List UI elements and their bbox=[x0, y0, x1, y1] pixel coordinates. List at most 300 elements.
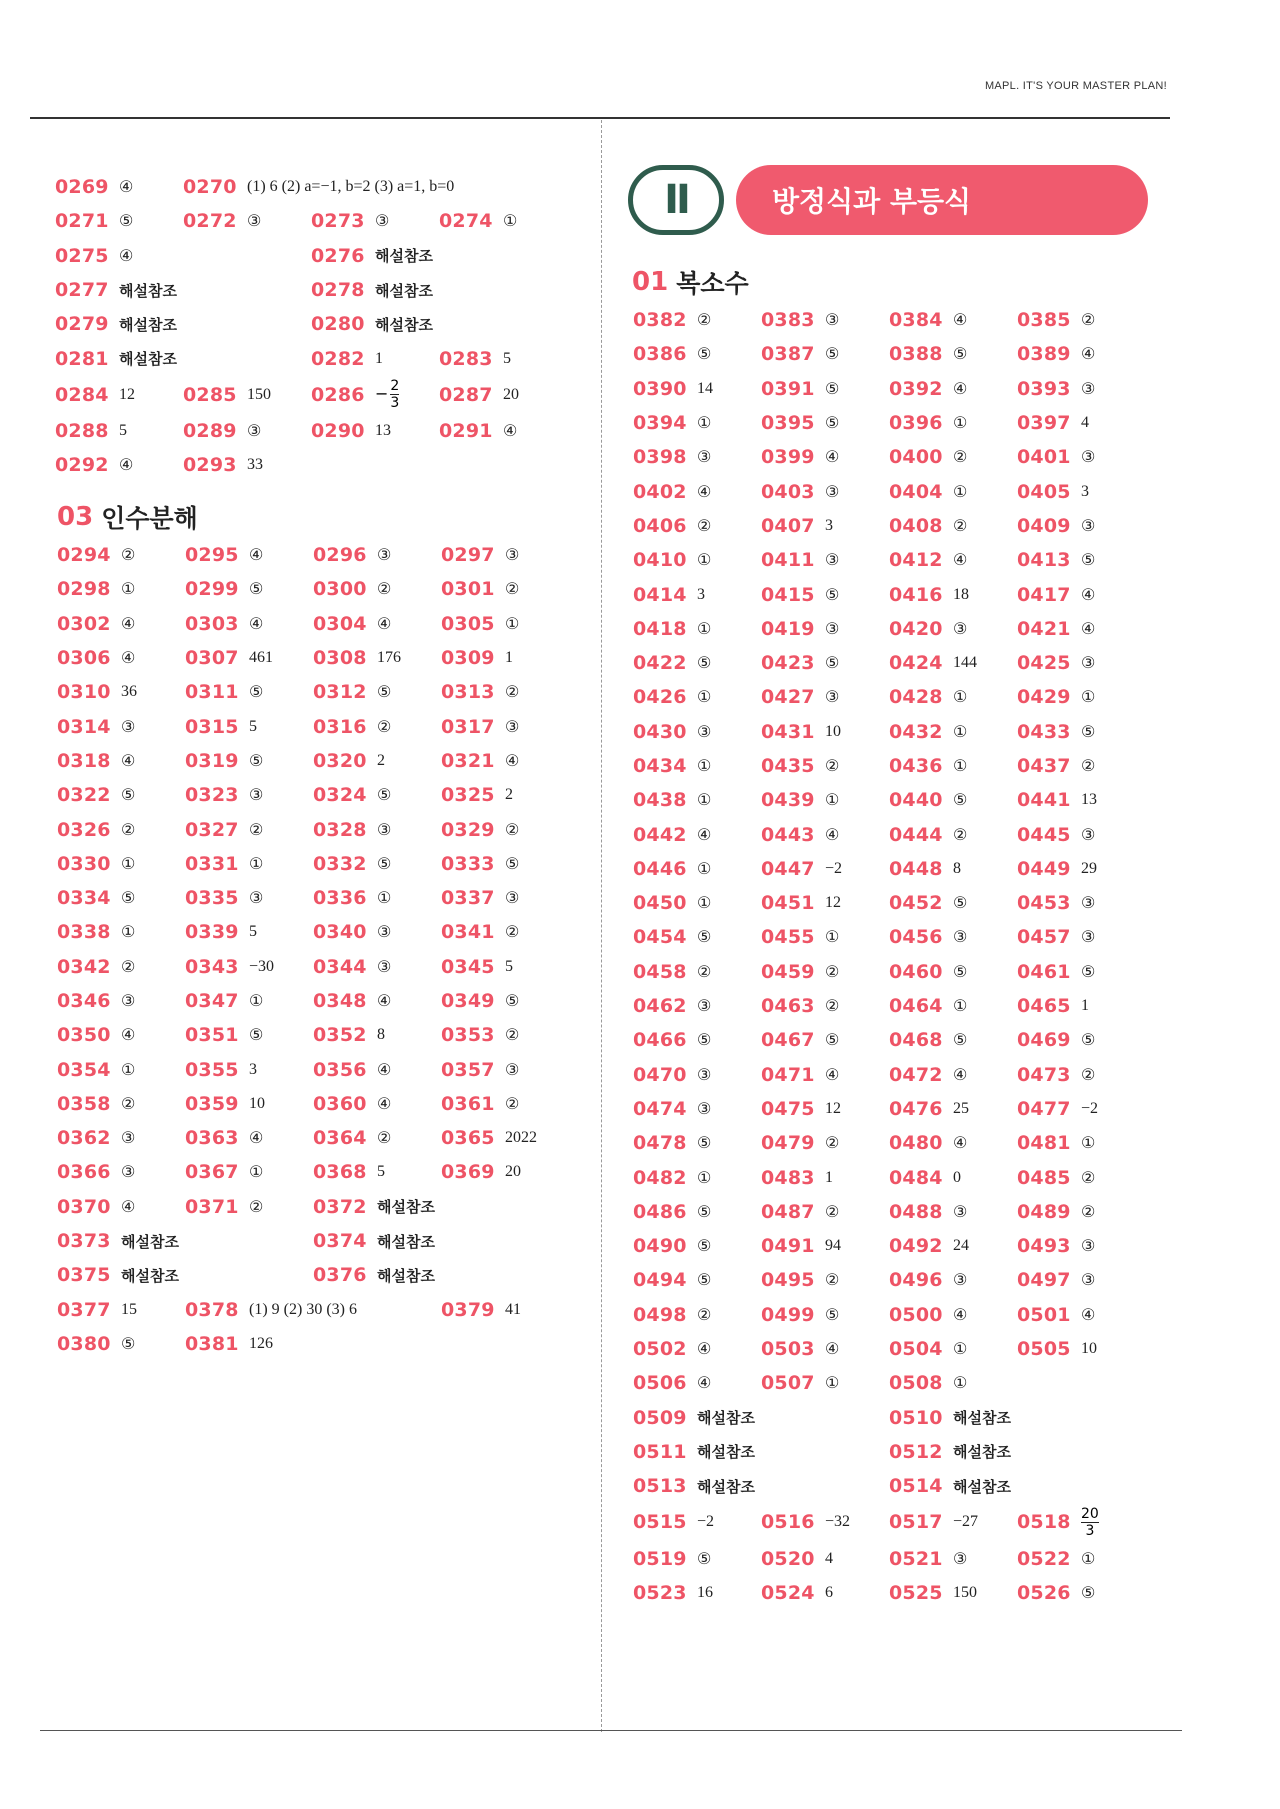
problem-number: 0357 bbox=[441, 1058, 495, 1081]
problem-number: 0458 bbox=[633, 960, 687, 983]
answer-value: ① bbox=[503, 213, 518, 231]
answer-row bbox=[633, 1435, 1153, 1469]
answer-item bbox=[889, 406, 967, 440]
answer-item bbox=[761, 372, 839, 406]
problem-number: 0453 bbox=[1017, 892, 1071, 915]
answer-row bbox=[633, 1263, 1153, 1297]
answer-item bbox=[889, 852, 961, 886]
answer-item bbox=[889, 1503, 978, 1541]
answer-item bbox=[313, 778, 391, 812]
problem-number: 0511 bbox=[633, 1440, 687, 1463]
answer-item bbox=[889, 1160, 961, 1194]
problem-number: 0298 bbox=[57, 578, 111, 601]
problem-number: 0467 bbox=[761, 1029, 815, 1052]
problem-number: 0351 bbox=[185, 1024, 239, 1047]
answer-value: ⑤ bbox=[697, 1203, 712, 1221]
answer-item bbox=[633, 783, 711, 817]
problem-number: 0309 bbox=[441, 647, 495, 670]
answer-item bbox=[441, 675, 519, 709]
problem-number: 0288 bbox=[55, 419, 109, 442]
answer-value: 144 bbox=[953, 654, 977, 672]
answer-value: ③ bbox=[249, 890, 264, 908]
answer-item bbox=[313, 1121, 391, 1155]
answer-value: 4 bbox=[1081, 414, 1089, 432]
answer-item bbox=[633, 1058, 711, 1092]
answer-value: 150 bbox=[953, 1583, 977, 1601]
problem-number: 0384 bbox=[889, 309, 943, 332]
answer-value: ① bbox=[953, 758, 968, 775]
answer-value: ③ bbox=[697, 1066, 712, 1084]
answer-value: ① bbox=[697, 792, 712, 810]
answer-item bbox=[185, 1327, 273, 1361]
answer-item bbox=[761, 303, 839, 337]
answer-value: 해설참조 bbox=[119, 315, 177, 334]
answer-item bbox=[311, 341, 383, 375]
answer-value: ⑤ bbox=[119, 213, 134, 231]
answer-row bbox=[633, 1576, 1153, 1610]
problem-number: 0512 bbox=[889, 1440, 943, 1463]
answer-value: ① bbox=[697, 552, 712, 570]
answer-value: 2 bbox=[377, 751, 385, 769]
answer-item bbox=[185, 778, 263, 812]
answer-value: ② bbox=[825, 1135, 840, 1153]
answer-item bbox=[761, 543, 839, 577]
answer-value: ④ bbox=[953, 1066, 968, 1084]
problem-number: 0484 bbox=[889, 1166, 943, 1189]
answer-item bbox=[185, 607, 263, 641]
answer-value: ③ bbox=[121, 1164, 136, 1182]
answer-value: ⑤ bbox=[953, 792, 968, 810]
answer-row bbox=[57, 1327, 577, 1361]
problem-number: 0305 bbox=[441, 612, 495, 635]
answer-row bbox=[633, 1023, 1153, 1057]
answer-row bbox=[633, 474, 1153, 508]
problem-number: 0369 bbox=[441, 1161, 495, 1184]
problem-number: 0312 bbox=[313, 681, 367, 704]
problem-number: 0287 bbox=[439, 383, 493, 406]
problem-number: 0353 bbox=[441, 1024, 495, 1047]
answer-value: 5 bbox=[377, 1163, 385, 1181]
answer-value: ③ bbox=[505, 718, 520, 736]
problem-number: 0332 bbox=[313, 852, 367, 875]
answer-value: ⑤ bbox=[953, 895, 968, 913]
answer-item bbox=[889, 680, 967, 714]
problem-number: 0285 bbox=[183, 383, 237, 406]
problem-number: 0391 bbox=[761, 377, 815, 400]
answer-item bbox=[55, 170, 133, 204]
answer-value: ① bbox=[249, 993, 264, 1010]
problem-number: 0310 bbox=[57, 681, 111, 704]
answer-value: 13 bbox=[375, 421, 391, 439]
answer-item bbox=[889, 920, 967, 954]
answer-item bbox=[633, 1366, 711, 1400]
answer-item bbox=[185, 847, 263, 881]
answer-row bbox=[57, 847, 577, 881]
problem-number: 0377 bbox=[57, 1298, 111, 1321]
problem-number: 0504 bbox=[889, 1338, 943, 1361]
answer-row bbox=[57, 1190, 577, 1224]
answer-item bbox=[1017, 1263, 1095, 1297]
answer-value: ① bbox=[953, 1341, 968, 1359]
problem-number: 0401 bbox=[1017, 446, 1071, 469]
answer-value: 8 bbox=[377, 1026, 385, 1044]
answer-value: 1 bbox=[1081, 997, 1089, 1015]
problem-number: 0273 bbox=[311, 210, 365, 233]
answer-item bbox=[439, 204, 517, 238]
answer-value: ④ bbox=[697, 826, 712, 844]
answer-item bbox=[57, 881, 135, 915]
answer-item bbox=[633, 474, 711, 508]
answer-item bbox=[761, 1298, 839, 1332]
answer-item bbox=[889, 1263, 967, 1297]
answer-item bbox=[57, 538, 135, 572]
answer-value: ③ bbox=[697, 1100, 712, 1118]
problem-number: 0292 bbox=[55, 454, 109, 477]
problem-number: 0286 bbox=[311, 383, 365, 406]
answer-value: ② bbox=[505, 924, 520, 942]
problem-number: 0465 bbox=[1017, 995, 1071, 1018]
problem-number: 0460 bbox=[889, 960, 943, 983]
answer-value: −27 bbox=[953, 1513, 979, 1531]
answer-row bbox=[633, 1160, 1153, 1194]
answer-value: ⑤ bbox=[249, 581, 264, 599]
answer-value: ⑤ bbox=[505, 993, 520, 1010]
answer-row bbox=[633, 440, 1153, 474]
answer-item bbox=[761, 1503, 850, 1541]
answer-value: ② bbox=[697, 312, 712, 330]
answer-item bbox=[1017, 1058, 1095, 1092]
answer-value: ③ bbox=[953, 1203, 968, 1221]
answer-row bbox=[633, 1126, 1153, 1160]
answer-row bbox=[633, 1092, 1153, 1126]
answer-item bbox=[761, 1092, 841, 1126]
answer-item bbox=[633, 372, 713, 406]
answer-value: ④ bbox=[121, 650, 136, 668]
answer-item bbox=[889, 1366, 967, 1400]
answer-item bbox=[1017, 817, 1095, 851]
problem-number: 0430 bbox=[633, 720, 687, 743]
answer-value: ② bbox=[953, 826, 968, 844]
answer-value: 3 bbox=[825, 516, 833, 534]
problem-number: 0341 bbox=[441, 921, 495, 944]
answer-item bbox=[185, 709, 257, 743]
answer-value: ③ bbox=[1081, 1272, 1096, 1290]
problem-number: 0344 bbox=[313, 955, 367, 978]
problem-number: 0350 bbox=[57, 1024, 111, 1047]
answer-item bbox=[185, 1018, 263, 1052]
answer-value: ⑤ bbox=[953, 1032, 968, 1050]
problem-number: 0326 bbox=[57, 818, 111, 841]
answer-value: 3 bbox=[249, 1060, 257, 1078]
problem-number: 0411 bbox=[761, 549, 815, 572]
answer-value: ④ bbox=[825, 826, 840, 844]
problem-number: 0379 bbox=[441, 1298, 495, 1321]
answer-item bbox=[889, 886, 967, 920]
answer-value: ② bbox=[1081, 312, 1096, 330]
answer-item bbox=[57, 1018, 135, 1052]
answer-item bbox=[185, 572, 263, 606]
answer-value: ④ bbox=[953, 380, 968, 398]
answer-value: ⑤ bbox=[697, 1135, 712, 1153]
answer-value: ⑤ bbox=[1081, 723, 1096, 741]
answer-item bbox=[55, 273, 177, 307]
answer-item bbox=[313, 641, 401, 675]
answer-item bbox=[57, 675, 137, 709]
problem-number: 0499 bbox=[761, 1303, 815, 1326]
problem-number: 0488 bbox=[889, 1200, 943, 1223]
problem-number: 0502 bbox=[633, 1338, 687, 1361]
answer-item bbox=[889, 749, 967, 783]
answer-value: 20 bbox=[503, 385, 519, 403]
problem-number: 0526 bbox=[1017, 1581, 1071, 1604]
answer-value: ① bbox=[697, 895, 712, 913]
problem-number: 0335 bbox=[185, 887, 239, 910]
answer-value: ③ bbox=[375, 213, 390, 231]
answer-value: ⑤ bbox=[1081, 552, 1096, 570]
answer-item bbox=[57, 984, 135, 1018]
answer-value: ④ bbox=[1081, 586, 1096, 604]
answer-value: 5 bbox=[503, 349, 511, 367]
problem-number: 0317 bbox=[441, 715, 495, 738]
answer-item bbox=[55, 414, 127, 448]
answer-value: ① bbox=[953, 483, 968, 501]
answer-item bbox=[57, 1087, 135, 1121]
answer-item bbox=[57, 950, 135, 984]
answer-value: ③ bbox=[697, 449, 712, 467]
problem-number: 0315 bbox=[185, 715, 239, 738]
answer-value: 3 bbox=[1081, 482, 1089, 500]
answer-row bbox=[57, 572, 577, 606]
problem-number: 0476 bbox=[889, 1097, 943, 1120]
fraction-answer bbox=[375, 379, 399, 410]
answer-value: ⑤ bbox=[697, 1032, 712, 1050]
answer-item bbox=[889, 1401, 1011, 1435]
answer-item bbox=[761, 989, 839, 1023]
problem-number: 0276 bbox=[311, 244, 365, 267]
problem-number: 0395 bbox=[761, 412, 815, 435]
answer-row bbox=[55, 170, 575, 204]
answer-value: ③ bbox=[1081, 1238, 1096, 1256]
answer-row bbox=[633, 303, 1153, 337]
answer-row bbox=[55, 239, 575, 273]
answer-value: ⑤ bbox=[825, 415, 840, 433]
answer-item bbox=[57, 572, 135, 606]
problem-number: 0519 bbox=[633, 1547, 687, 1570]
answer-value: ① bbox=[249, 855, 264, 873]
answer-value: ⑤ bbox=[697, 1272, 712, 1290]
answer-value: ② bbox=[1081, 758, 1096, 775]
problem-number: 0400 bbox=[889, 446, 943, 469]
answer-value: 해설참조 bbox=[953, 1477, 1011, 1496]
answer-value: ④ bbox=[505, 752, 520, 770]
answer-value: ① bbox=[953, 723, 968, 741]
answer-value: ① bbox=[121, 924, 136, 942]
answer-value: 해설참조 bbox=[119, 281, 177, 300]
answer-item bbox=[889, 1298, 967, 1332]
answer-item bbox=[633, 1298, 711, 1332]
answer-item bbox=[889, 440, 967, 474]
problem-number: 0487 bbox=[761, 1200, 815, 1223]
answer-item bbox=[633, 920, 711, 954]
problem-number: 0330 bbox=[57, 852, 111, 875]
problem-number: 0303 bbox=[185, 612, 239, 635]
answer-value: 해설참조 bbox=[377, 1198, 435, 1217]
answer-item bbox=[1017, 543, 1095, 577]
answer-value: ② bbox=[825, 963, 840, 981]
section-number: 03 bbox=[57, 502, 94, 532]
answer-value: ① bbox=[697, 415, 712, 433]
answer-row bbox=[633, 783, 1153, 817]
problem-number: 0473 bbox=[1017, 1063, 1071, 1086]
problem-number: 0334 bbox=[57, 887, 111, 910]
answer-item bbox=[889, 1435, 1011, 1469]
problem-number: 0454 bbox=[633, 926, 687, 949]
answer-value: 해설참조 bbox=[697, 1443, 755, 1462]
answer-value: 해설참조 bbox=[697, 1409, 755, 1428]
answer-item bbox=[889, 1126, 967, 1160]
answer-value: ⑤ bbox=[825, 586, 840, 604]
answer-item bbox=[889, 1058, 967, 1092]
answer-item bbox=[183, 170, 454, 204]
answer-row bbox=[55, 204, 575, 238]
problem-number: 0459 bbox=[761, 960, 815, 983]
problem-number: 0407 bbox=[761, 514, 815, 537]
answer-value: ① bbox=[953, 415, 968, 433]
problem-number: 0333 bbox=[441, 852, 495, 875]
answer-item bbox=[1017, 1229, 1095, 1263]
answer-value: ③ bbox=[953, 620, 968, 638]
problem-number: 0404 bbox=[889, 480, 943, 503]
problem-number: 0431 bbox=[761, 720, 815, 743]
fraction bbox=[390, 379, 399, 410]
answer-value: ③ bbox=[1081, 517, 1096, 535]
answer-value: 29 bbox=[1081, 859, 1097, 877]
problem-number: 0477 bbox=[1017, 1097, 1071, 1120]
answer-item bbox=[441, 1293, 521, 1327]
problem-number: 0356 bbox=[313, 1058, 367, 1081]
answer-row bbox=[55, 341, 575, 375]
answer-value: ④ bbox=[249, 1130, 264, 1148]
answer-item bbox=[57, 709, 135, 743]
answer-value: ③ bbox=[377, 547, 392, 565]
answer-value: −32 bbox=[825, 1513, 851, 1531]
answer-item bbox=[183, 414, 261, 448]
answer-row bbox=[633, 646, 1153, 680]
answer-value: 해설참조 bbox=[953, 1409, 1011, 1428]
answer-row bbox=[57, 675, 577, 709]
answer-value: ③ bbox=[825, 312, 840, 330]
problem-number: 0450 bbox=[633, 892, 687, 915]
answer-item bbox=[633, 543, 711, 577]
answer-value: ④ bbox=[697, 483, 712, 501]
problem-number: 0406 bbox=[633, 514, 687, 537]
answer-value: ③ bbox=[121, 718, 136, 736]
problem-number: 0435 bbox=[761, 755, 815, 777]
problem-number: 0419 bbox=[761, 617, 815, 640]
problem-number: 0313 bbox=[441, 681, 495, 704]
answer-value: 20 bbox=[505, 1163, 521, 1181]
problem-number: 0510 bbox=[889, 1406, 943, 1429]
answer-value: ③ bbox=[953, 1272, 968, 1290]
fraction-denominator: 3 bbox=[390, 395, 400, 412]
answer-value: 5 bbox=[119, 421, 127, 439]
answer-value: 25 bbox=[953, 1099, 969, 1117]
answer-value: ③ bbox=[1081, 895, 1096, 913]
answer-value: 해설참조 bbox=[119, 350, 177, 369]
fraction-denominator: 3 bbox=[1085, 1522, 1095, 1539]
answer-row bbox=[633, 543, 1153, 577]
problem-number: 0509 bbox=[633, 1406, 687, 1429]
answer-item bbox=[183, 448, 263, 482]
answer-item bbox=[185, 1087, 265, 1121]
answer-value: ⑤ bbox=[505, 855, 520, 873]
answer-item bbox=[889, 303, 967, 337]
answer-item bbox=[57, 1293, 137, 1327]
problem-number: 0423 bbox=[761, 652, 815, 675]
answer-item bbox=[55, 448, 133, 482]
answer-value: ⑤ bbox=[825, 346, 840, 364]
answer-value: ② bbox=[249, 1198, 264, 1216]
answer-item bbox=[313, 881, 391, 915]
answer-value: 94 bbox=[825, 1237, 841, 1255]
answer-value: ④ bbox=[697, 1341, 712, 1359]
answer-item bbox=[1017, 989, 1089, 1023]
answer-row bbox=[633, 1195, 1153, 1229]
fraction-answer bbox=[1081, 1507, 1099, 1538]
answer-row bbox=[633, 372, 1153, 406]
answer-value: ② bbox=[697, 1306, 712, 1324]
answer-item bbox=[761, 749, 839, 783]
answer-value: ⑤ bbox=[697, 346, 712, 364]
answer-value: ② bbox=[1081, 1066, 1096, 1084]
problem-number: 0507 bbox=[761, 1372, 815, 1395]
answer-row bbox=[633, 680, 1153, 714]
answer-value: 12 bbox=[825, 1099, 841, 1117]
answer-item bbox=[633, 406, 711, 440]
problem-number: 0396 bbox=[889, 412, 943, 435]
answer-item bbox=[633, 1092, 711, 1126]
problem-number: 0429 bbox=[1017, 686, 1071, 709]
problem-number: 0359 bbox=[185, 1092, 239, 1115]
problem-number: 0501 bbox=[1017, 1303, 1071, 1326]
answer-item bbox=[313, 1155, 385, 1189]
answer-item bbox=[633, 577, 705, 611]
answer-value: ① bbox=[953, 1375, 968, 1393]
answer-value: ② bbox=[121, 547, 136, 565]
answer-value: ① bbox=[1081, 1550, 1096, 1568]
problem-number: 0482 bbox=[633, 1166, 687, 1189]
answer-item bbox=[889, 543, 967, 577]
problem-number: 0489 bbox=[1017, 1200, 1071, 1223]
answer-row bbox=[633, 1058, 1153, 1092]
problem-number: 0338 bbox=[57, 921, 111, 944]
answer-item bbox=[889, 715, 967, 749]
answer-value: 2022 bbox=[505, 1129, 537, 1147]
answer-row bbox=[57, 744, 577, 778]
problem-number: 0392 bbox=[889, 377, 943, 400]
problem-number: 0403 bbox=[761, 480, 815, 503]
answer-item bbox=[1017, 474, 1089, 508]
problem-number: 0485 bbox=[1017, 1166, 1071, 1189]
answer-item bbox=[57, 1052, 135, 1086]
problem-number: 0497 bbox=[1017, 1269, 1071, 1292]
answer-value: ③ bbox=[953, 929, 968, 947]
answer-row bbox=[57, 881, 577, 915]
answer-item bbox=[55, 239, 133, 273]
answer-item bbox=[633, 1401, 755, 1435]
answer-value: 15 bbox=[121, 1300, 137, 1318]
answer-item bbox=[889, 646, 977, 680]
